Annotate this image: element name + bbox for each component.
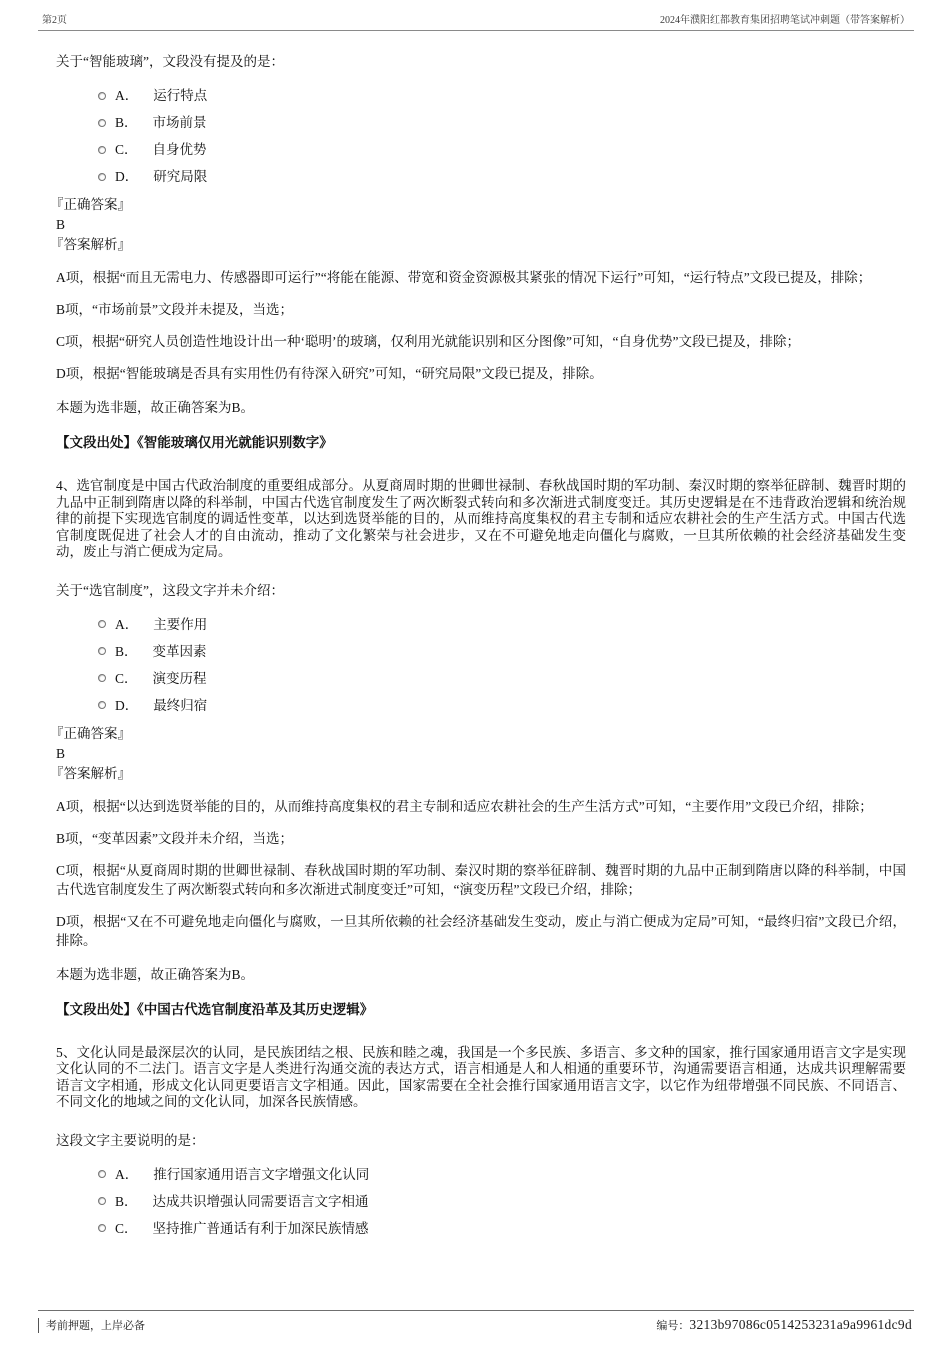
analysis-paragraph: D项，根据“又在不可避免地走向僵化与腐败，一旦其所依赖的社会经济基础发生变动，废止与消亡便成为定局”可知，“最终归宿”文段已介绍，排除。 [56,913,906,948]
question-block [50,52,906,452]
option-row[interactable] [98,114,906,131]
option-text: 推行国家通用语言文字增强文化认同 [153,1166,370,1182]
option-row[interactable] [98,643,906,660]
radio-icon[interactable] [98,173,106,181]
question-stem: 关于“选官制度”，这段文字并未介绍： [56,582,284,598]
analysis-label: 『答案解析』 [50,765,131,781]
option-text: 运行特点 [153,88,208,103]
footer-slogan [38,1317,145,1333]
option-text: 变革因素 [152,643,207,659]
option-text: 自身优势 [152,142,207,157]
answer-value: B [56,745,66,761]
option-letter: C． [115,670,138,686]
radio-icon[interactable] [98,1197,106,1205]
question-block [56,1045,906,1237]
option-text: 最终归宿 [153,697,208,713]
page-number: 第2页 [42,15,67,26]
serial-code: 3213b97086c0514253231a9a9961dc9d [689,1317,912,1332]
conclusion-text: 本题为选非题，故正确答案为B。 [56,966,255,982]
question-block [50,478,906,1019]
option-letter: B． [115,115,138,130]
option-row[interactable] [98,1193,906,1210]
option-text: 研究局限 [153,169,208,184]
conclusion-text: 本题为选非题，故正确答案为B。 [56,400,255,415]
question-stem: 关于“智能玻璃”，文段没有提及的是： [56,54,284,69]
document-title: 2024年濮阳红都教育集团招聘笔试冲刺题（带答案解析） [660,15,910,26]
footer-slogan-text: 考前押题，上岸必备 [46,1320,145,1332]
footer-serial [656,1317,912,1333]
option-row[interactable] [98,168,906,185]
option-row[interactable] [98,616,906,633]
option-row[interactable] [98,1220,906,1237]
answer-label: 『正确答案』 [50,725,131,741]
option-text: 主要作用 [153,616,208,632]
analysis-paragraph: A项，根据“而且无需电力、传感器即可运行”“将能在能源、带宽和资金资源极其紧张的情况下运行”可知，“运行特点”文段已提及，排除； [56,270,872,285]
question-passage: 4、选官制度是中国古代政治制度的重要组成部分。从夏商周时期的世卿世禄制、春秋战国时期的军功制、秦汉时期的察举征辟制、魏晋时期的九品中正制到隋唐以降的科举制，中国古代选官制度发生了两次断裂式转向和多次渐进式制度变迁。其历史逻辑是在不违背政治逻辑和统治规律的前提下实现选官制度的调适性变革，以达到选贤举能的目的，从而维持高度集权的君主专制和适应农耕社会的生产生活方式。中国古代选官制度既促进了社会人才的自由流动，推动了文化繁荣与社会进步，又在不可避免地走向僵化与腐败，一旦其所依赖的社会经济基础发生变动，废止与消亡便成为定局。 [56,478,906,559]
options-group [56,87,906,185]
option-row[interactable] [98,697,906,714]
option-text: 市场前景 [152,115,207,130]
page-footer [38,1310,914,1345]
analysis-paragraph: C项，根据“研究人员创造性地设计出一种‘聪明’的玻璃，仅利用光就能识别和区分图像”可知，“自身优势”文段已提及，排除； [56,334,800,349]
option-row[interactable] [98,87,906,104]
option-row[interactable] [98,141,906,158]
options-group [56,616,906,714]
option-letter: A． [115,88,139,103]
question-passage: 5、文化认同是最深层次的认同，是民族团结之根、民族和睦之魂，我国是一个多民族、多语言、多文种的国家，推行国家通用语言文字是实现文化认同的不二法门。语言文字是人类进行沟通交流的表达方式，语言相通是人和人相通的重要环节，沟通需要语言相通，达成共识理解需要语言文字相通，形成文化认同更要语言文字相通。因此，国家需要在全社会推行国家通用语言文字，以它作为纽带增强不同民族、不同语言、不同文化的地域之间的文化认同，加深各民族情感。 [56,1044,906,1109]
option-letter: C． [115,142,138,157]
radio-icon[interactable] [98,701,106,709]
serial-label: 编号： [656,1320,690,1332]
option-letter: A． [115,616,139,632]
options-group [56,1166,906,1237]
analysis-paragraph: A项，根据“以达到选贤举能的目的，从而维持高度集权的君主专制和适应农耕社会的生产生活方式”可知，“主要作用”文段已介绍，排除； [56,798,873,814]
answer-value: B [56,217,66,232]
option-text: 达成共识增强认同需要语言文字相通 [152,1193,369,1209]
source-line: 【文段出处】《智能玻璃仅用光就能识别数字》 [56,435,333,450]
option-letter: A． [115,1166,139,1182]
analysis-label: 『答案解析』 [50,237,131,252]
option-text: 演变历程 [152,670,207,686]
radio-icon[interactable] [98,1224,106,1232]
page-body [50,40,906,1247]
option-row[interactable] [98,670,906,687]
radio-icon[interactable] [98,119,106,127]
radio-icon[interactable] [98,92,106,100]
option-letter: D． [115,697,139,713]
radio-icon[interactable] [98,620,106,628]
radio-icon[interactable] [98,1170,106,1178]
footer-marker-line [38,1318,39,1333]
analysis-paragraph: C项，根据“从夏商周时期的世卿世禄制、春秋战国时期的军功制、秦汉时期的察举征辟制、魏晋时期的九品中正制到隋唐以降的科举制，中国古代选官制度发生了两次断裂式转向和多次渐进式制度变迁”可知，“演变历程”文段已介绍，排除； [56,862,906,897]
analysis-paragraph: B项，“市场前景”文段并未提及，当选； [56,302,293,317]
analysis-paragraph: B项，“变革因素”文段并未介绍，当选； [56,830,293,846]
analysis-paragraph: D项，根据“智能玻璃是否具有实用性仍有待深入研究”可知，“研究局限”文段已提及，排除。 [56,366,603,381]
radio-icon[interactable] [98,674,106,682]
option-letter: B． [115,643,138,659]
answer-label: 『正确答案』 [50,197,131,212]
radio-icon[interactable] [98,647,106,655]
source-line: 【文段出处】《中国古代选官制度沿革及其历史逻辑》 [56,1001,374,1017]
page-header [38,0,914,31]
option-text: 坚持推广普通话有利于加深民族情感 [152,1220,369,1236]
option-letter: B． [115,1193,138,1209]
option-letter: C． [115,1220,138,1236]
radio-icon[interactable] [98,146,106,154]
option-letter: D． [115,169,139,184]
option-row[interactable] [98,1166,906,1183]
question-stem: 这段文字主要说明的是： [56,1132,205,1148]
